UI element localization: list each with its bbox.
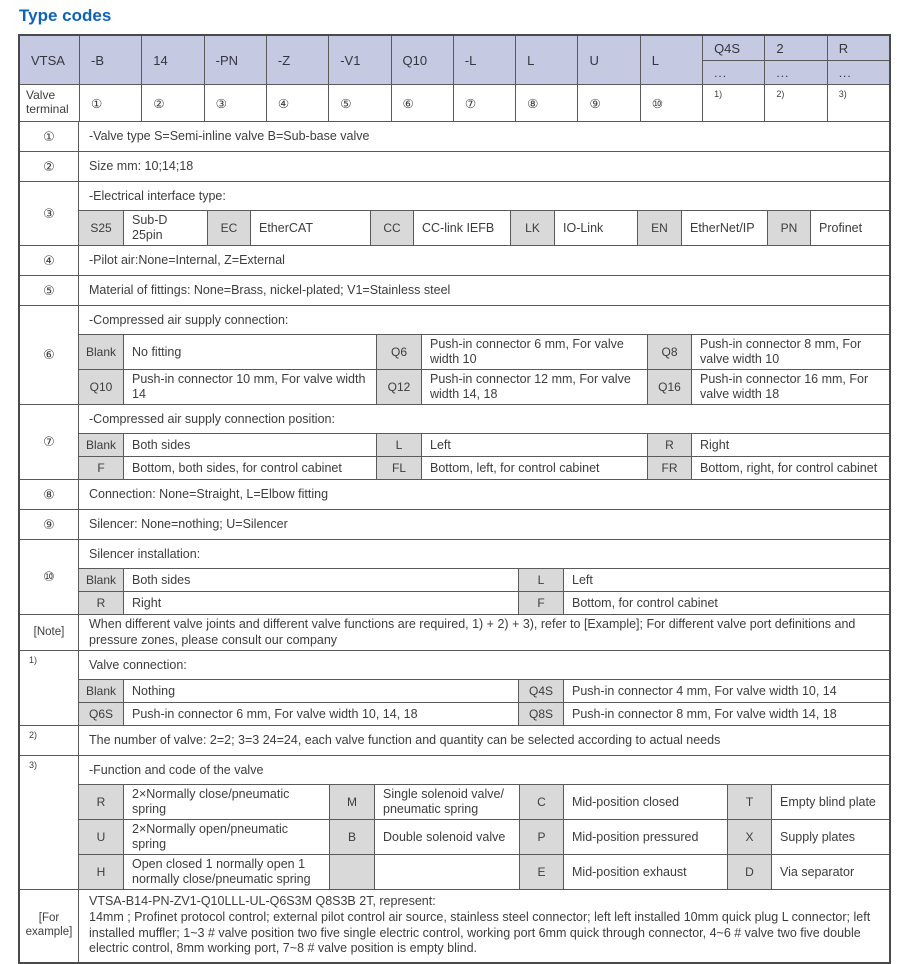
row-text: Material of fittings: None=Brass, nickel-plated; V1=Stainless steel [89,282,451,297]
header-cell: -PN [204,36,266,84]
header-cell: -V1 [328,36,390,84]
row-label: 1) [20,651,79,725]
code-cell: S25 [79,211,123,245]
row-content [79,152,889,181]
code-cell: L [518,569,563,591]
desc-cell: Right [691,434,889,456]
table-row [20,275,889,305]
row-content [79,182,889,245]
terminal-sup-mark: 3) [827,85,889,121]
desc-cell: No fitting [123,335,376,369]
sub-row [79,369,889,404]
table-row [20,151,889,181]
header-cell: 14 [141,36,203,84]
row-content [79,122,889,151]
table-row [20,614,889,650]
row-label: [For example] [20,890,79,962]
desc-cell: Push-in connector 4 mm, For valve width 10, 14 [563,680,889,702]
sub-row [79,433,889,456]
table-row [20,509,889,539]
table-row [20,404,889,479]
code-cell: Blank [79,335,123,369]
row-content [79,726,889,755]
type-codes-table [18,34,891,964]
row-content [79,615,889,650]
code-cell: Q8 [647,335,691,369]
desc-cell: Mid-position closed [563,785,727,819]
table-row [20,725,889,755]
row-content [79,756,889,889]
desc-cell: Empty blind plate [771,785,889,819]
row-content [79,540,889,614]
terminal-mark: ⑦ [453,85,515,121]
desc-cell [374,855,519,889]
row-content [79,510,889,539]
desc-cell: Nothing [123,680,518,702]
code-cell: Q8S [518,703,563,725]
code-cell: B [329,820,374,854]
header-cell-ellipsis: ... [702,60,764,84]
table-row [20,539,889,614]
desc-cell: CC-link IEFB [413,211,510,245]
row-text: -Valve type S=Semi-inline valve B=Sub-base valve [89,128,370,143]
group-header-text: -Function and code of the valve [89,763,264,778]
desc-cell: Push-in connector 12 mm, For valve width 14, 18 [421,370,647,404]
desc-cell: Both sides [123,434,376,456]
valve-terminal-row [20,84,889,121]
header-cell: Q10 [391,36,453,84]
terminal-mark: ④ [266,85,328,121]
header-cell: -B [79,36,141,84]
row-label: ⑤ [20,276,79,305]
sub-row [79,702,889,725]
code-cell: Q6 [376,335,421,369]
terminal-sup-mark: 2) [764,85,826,121]
desc-cell: Both sides [123,569,518,591]
table-row [20,305,889,404]
desc-cell: EtherCAT [250,211,370,245]
header-cell-series: VTSA [31,52,65,68]
code-cell: U [79,820,123,854]
table-row [20,479,889,509]
code-cell: Blank [79,434,123,456]
table-header-row [20,36,889,84]
table-row [20,181,889,245]
code-cell: LK [510,211,554,245]
desc-cell: 2×Normally open/pneumatic spring [123,820,329,854]
row-label: ⑦ [20,405,79,479]
header-cell: -Z [266,36,328,84]
row-content [79,276,889,305]
header-cell: L [515,36,577,84]
desc-cell: Push-in connector 6 mm, For valve width 10 [421,335,647,369]
row-label: ④ [20,246,79,275]
row-label: 3) [20,756,79,889]
code-cell: Blank [79,569,123,591]
row-text: Size mm: 10;14;18 [89,158,194,173]
table-row [20,650,889,725]
row-label: ③ [20,182,79,245]
desc-cell: EtherNet/IP [681,211,767,245]
desc-cell: Via separator [771,855,889,889]
code-cell: R [79,592,123,614]
row-label: ① [20,122,79,151]
desc-cell: Supply plates [771,820,889,854]
sub-row [79,568,889,591]
code-cell: E [519,855,563,889]
row-text: Connection: None=Straight, L=Elbow fitting [89,486,329,501]
code-cell: C [519,785,563,819]
desc-cell: Bottom, both sides, for control cabinet [123,457,376,479]
row-label: ⑨ [20,510,79,539]
header-cell-ellipsis: ... [827,60,889,84]
group-header-text: Silencer installation: [89,547,201,561]
code-cell: M [329,785,374,819]
sub-row [79,591,889,614]
row-text: -Pilot air:None=Internal, Z=External [89,252,285,267]
sub-row [79,334,889,369]
sub-row [79,210,889,245]
example-line: VTSA-B14-PN-ZV1-Q10LLL-UL-Q6S3M Q8S3B 2T, represent: [89,894,436,909]
header-cell-ellipsis: ... [764,60,826,84]
code-cell: L [376,434,421,456]
terminal-mark: ⑤ [328,85,390,121]
desc-cell: Bottom, left, for control cabinet [421,457,647,479]
desc-cell: 2×Normally close/pneumatic spring [123,785,329,819]
row-text: The number of valve: 2=2; 3=3 24=24, each valve function and quantity can be selected according to actual needs [89,732,721,747]
code-cell: T [727,785,771,819]
row-text: When different valve joints and different valve functions are required, 1) + 2) + 3), refer to [Example]; For different valve port definitions and pressure zones, please consult our company [89,617,856,647]
code-cell: X [727,820,771,854]
desc-cell: Push-in connector 8 mm, For valve width 14, 18 [563,703,889,725]
desc-cell: IO-Link [554,211,637,245]
row-label: [Note] [20,615,79,650]
code-cell: CC [370,211,413,245]
sub-row [79,854,889,889]
desc-cell: Mid-position exhaust [563,855,727,889]
code-cell: D [727,855,771,889]
code-cell: R [79,785,123,819]
row-text: Silencer: None=nothing; U=Silencer [89,516,288,531]
desc-cell: Open closed 1 normally open 1 normally close/pneumatic spring [123,855,329,889]
desc-cell: Mid-position pressured [563,820,727,854]
sub-row [79,819,889,854]
desc-cell: Right [123,592,518,614]
desc-cell: Left [421,434,647,456]
desc-cell: Push-in connector 16 mm, For valve width 18 [691,370,889,404]
code-cell: Q16 [647,370,691,404]
code-cell: H [79,855,123,889]
row-label: ⑩ [20,540,79,614]
terminal-mark: ② [141,85,203,121]
terminal-mark: ⑥ [391,85,453,121]
code-cell: PN [767,211,810,245]
row-content [79,651,889,725]
code-cell [329,855,374,889]
code-cell: EC [207,211,250,245]
header-cell-split-top: 2 [764,36,826,60]
header-cell-split-top: Q4S [702,36,764,60]
desc-cell: Double solenoid valve [374,820,519,854]
row-content [79,480,889,509]
row-content [79,306,889,404]
table-row [20,121,889,151]
desc-cell: Sub-D 25pin [123,211,207,245]
group-header-text: -Electrical interface type: [89,189,226,203]
table-row [20,889,889,962]
header-cell: U [577,36,639,84]
row-label: ⑧ [20,480,79,509]
table-body [20,121,889,962]
code-cell: FR [647,457,691,479]
terminal-mark: ① [79,85,141,121]
row-label: ② [20,152,79,181]
desc-cell: Bottom, for control cabinet [563,592,889,614]
row-label: ⑥ [20,306,79,404]
desc-cell: Single solenoid valve/ pneumatic spring [374,785,519,819]
header-cell-split-top: R [827,36,889,60]
desc-cell: Push-in connector 10 mm, For valve width 14 [123,370,376,404]
desc-cell: Push-in connector 8 mm, For valve width 10 [691,335,889,369]
row-label: 2) [20,726,79,755]
code-cell: Blank [79,680,123,702]
terminal-mark: ⑩ [640,85,702,121]
desc-cell: Left [563,569,889,591]
terminal-sup-mark: 1) [702,85,764,121]
row-content [79,246,889,275]
header-cell: L [640,36,702,84]
row-content [79,890,889,962]
code-cell: EN [637,211,681,245]
sub-row [79,784,889,819]
code-cell: F [79,457,123,479]
page-title: Type codes [19,6,112,25]
code-cell: Q6S [79,703,123,725]
code-cell: Q10 [79,370,123,404]
example-text [79,890,889,962]
row-content [79,405,889,479]
desc-cell: Push-in connector 6 mm, For valve width 10, 14, 18 [123,703,518,725]
desc-cell: Bottom, right, for control cabinet [691,457,889,479]
terminal-label: Valve terminal [26,88,69,116]
header-cell: -L [453,36,515,84]
code-cell: F [518,592,563,614]
example-line: 14mm ; Profinet protocol control; external pilot control air source, stainless steel connector; left left installed 10mm quick plug L connector; left installed muffler; 1~3 # valve position two five single electric control, working port 6mm quick through connector, 4~6 # valve two five double electric control, 8mm working port, 7~8 # valve position is empty blind. [89,909,871,956]
group-header-text: Valve connection: [89,658,187,673]
code-cell: Q4S [518,680,563,702]
code-cell: Q12 [376,370,421,404]
group-header-text: -Compressed air supply connection position: [89,412,335,426]
terminal-mark: ⑧ [515,85,577,121]
sub-row [79,679,889,702]
code-cell: FL [376,457,421,479]
table-row [20,245,889,275]
terminal-mark: ⑨ [577,85,639,121]
desc-cell: Profinet [810,211,889,245]
code-cell: R [647,434,691,456]
code-cell: P [519,820,563,854]
sub-row [79,456,889,479]
table-row [20,755,889,889]
group-header-text: -Compressed air supply connection: [89,313,289,327]
terminal-mark: ③ [204,85,266,121]
